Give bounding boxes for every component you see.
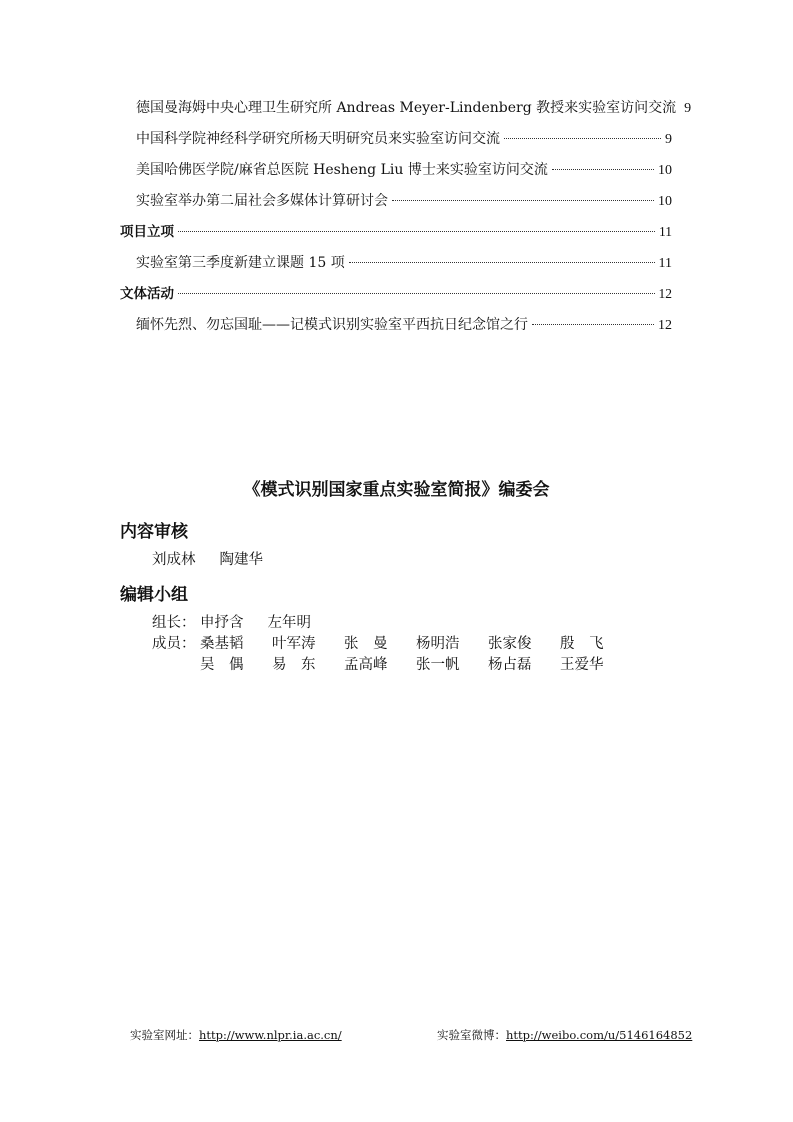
- toc-leader-dots: [349, 262, 655, 263]
- member-name: 杨明浩: [416, 636, 460, 652]
- toc-entry-page: 10: [658, 163, 672, 178]
- toc-leader-dots: [552, 169, 654, 170]
- member-label-spacer: [152, 653, 200, 674]
- committee-title: 《模式识别国家重点实验室简报》编委会: [243, 480, 550, 500]
- review-names: [152, 548, 287, 569]
- toc-section-title: 文体活动: [120, 286, 174, 302]
- member-row: [152, 632, 632, 653]
- toc-section-entry[interactable]: [120, 282, 672, 313]
- toc-entry-title: 德国曼海姆中央心理卫生研究所 Andreas Meyer-Lindenberg 教授来实验室访问交流: [136, 100, 677, 116]
- member-row: [152, 653, 632, 674]
- member-name: 桑基韬: [200, 636, 244, 652]
- website-link[interactable]: http://www.nlpr.ia.ac.cn/: [199, 1028, 342, 1042]
- toc-entry-page: 10: [658, 194, 672, 209]
- table-of-contents: [120, 96, 692, 344]
- member-name: 张家俊: [488, 636, 532, 652]
- toc-entry-title: 实验室举办第二届社会多媒体计算研讨会: [136, 193, 388, 209]
- member-name: 张一帆: [416, 657, 460, 673]
- website-label: 实验室网址：: [130, 1028, 199, 1042]
- member-name: 王爱华: [560, 657, 604, 673]
- toc-entry-title: 缅怀先烈、勿忘国耻——记模式识别实验室平西抗日纪念馆之行: [136, 317, 528, 333]
- toc-entry[interactable]: [120, 189, 672, 220]
- toc-section-entry[interactable]: [120, 220, 672, 251]
- member-name: 易 东: [272, 657, 316, 673]
- toc-entry-page: 11: [659, 224, 672, 239]
- member-name: 孟高峰: [344, 657, 388, 673]
- toc-entry-page: 12: [658, 286, 672, 301]
- toc-entry-page: 12: [658, 318, 672, 333]
- toc-entry-page: 9: [684, 101, 692, 116]
- weibo-link[interactable]: http://weibo.com/u/5146164852: [506, 1028, 693, 1042]
- toc-entry-page: 9: [665, 132, 672, 147]
- footer-weibo: [437, 1027, 692, 1043]
- member-name: 殷 飞: [560, 636, 604, 652]
- review-heading: 内容审核: [120, 522, 188, 542]
- weibo-label: 实验室微博：: [437, 1028, 506, 1042]
- toc-entry[interactable]: [120, 313, 672, 344]
- toc-leader-dots: [532, 324, 654, 325]
- member-name: 叶军涛: [272, 636, 316, 652]
- leader-name: 左年明: [267, 615, 311, 631]
- toc-leader-dots: [178, 293, 655, 294]
- member-name: 杨占磊: [488, 657, 532, 673]
- toc-entry[interactable]: [120, 251, 672, 282]
- leader-label: 组长：: [152, 615, 196, 631]
- leader-name: 申抒含: [200, 615, 244, 631]
- footer-website: [130, 1027, 342, 1043]
- reviewer-name: 刘成林: [152, 552, 196, 568]
- leader-row: [152, 611, 335, 632]
- toc-entry[interactable]: [120, 158, 672, 189]
- toc-entry-title: 美国哈佛医学院/麻省总医院 Hesheng Liu 博士来实验室访问交流: [136, 162, 548, 178]
- toc-entry-title: 实验室第三季度新建立课题 15 项: [136, 255, 345, 271]
- toc-entry[interactable]: [120, 127, 672, 158]
- toc-entry-page: 11: [658, 256, 672, 271]
- toc-entry[interactable]: [120, 96, 692, 127]
- reviewer-name: 陶建华: [219, 552, 263, 568]
- member-name: 张 曼: [344, 636, 388, 652]
- toc-entry-title: 中国科学院神经科学研究所杨天明研究员来实验室访问交流: [136, 131, 500, 147]
- toc-section-title: 项目立项: [120, 224, 174, 240]
- toc-leader-dots: [392, 200, 654, 201]
- member-label: 成员：: [152, 636, 196, 652]
- member-name: 吴 偶: [200, 657, 244, 673]
- toc-leader-dots: [504, 138, 661, 139]
- toc-leader-dots: [178, 231, 655, 232]
- editors-heading: 编辑小组: [120, 585, 188, 605]
